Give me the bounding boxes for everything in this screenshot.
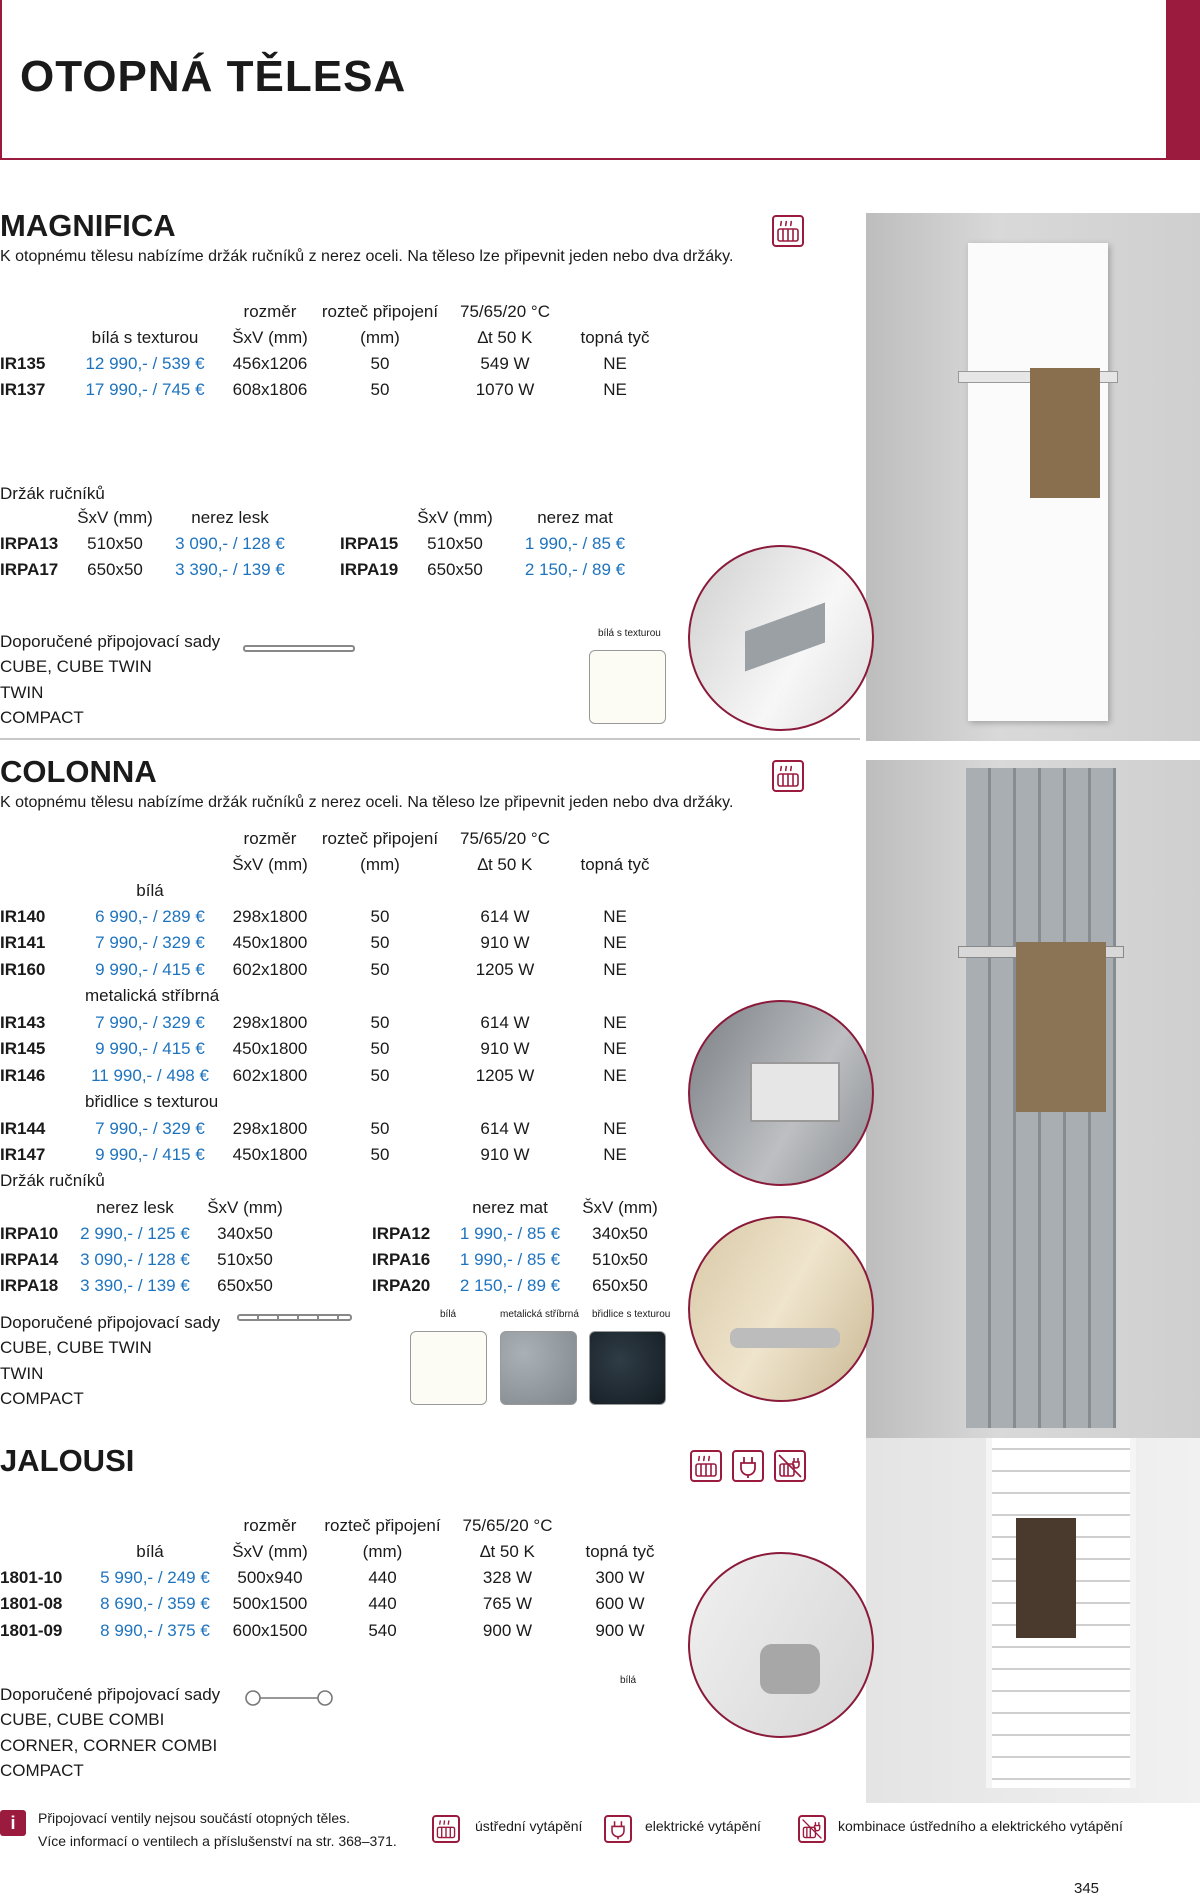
footer-note: Více informací o ventilech a příslušenství na str. 368–371.	[38, 1833, 397, 1849]
size: 298x1800	[232, 907, 308, 926]
combined-heating-icon	[774, 1450, 806, 1482]
product-code: IR145	[0, 1039, 46, 1058]
jalousi-head-power-a: 75/65/20 °C	[462, 1516, 553, 1535]
jalousi-photo	[866, 1438, 1200, 1803]
swatch-label: bílá	[440, 1309, 457, 1320]
magnifica-holder-title: Držák ručníků	[0, 484, 105, 503]
price: 7 990,- / 329 €	[95, 1013, 205, 1032]
info-icon: i	[0, 1810, 26, 1836]
swatch-label: bílá	[620, 1675, 637, 1686]
colonna-description: K otopnému tělesu nabízíme držák ručníků z nerez oceli. Na těleso lze připevnit jeden nebo dva držáky.	[0, 794, 734, 811]
legend-electric-heating: elektrické vytápění	[645, 1818, 761, 1834]
jalousi-head-color: bílá	[136, 1542, 164, 1561]
jalousi-kits-title: Doporučené připojovací sady	[0, 1685, 221, 1704]
price: 2 990,- / 125 €	[80, 1224, 190, 1243]
pitch: 540	[368, 1621, 397, 1640]
color-swatch-white-textured	[589, 650, 666, 724]
product-code: IR140	[0, 907, 46, 926]
pitch: 50	[370, 1119, 390, 1138]
heating-rod: NE	[603, 960, 627, 979]
radiator-icon	[432, 1815, 460, 1843]
kit-item: TWIN	[0, 1364, 44, 1383]
size: 450x1800	[232, 933, 308, 952]
power: 910 W	[480, 1145, 530, 1164]
power: 328 W	[482, 1568, 533, 1587]
colonna-title: COLONNA	[0, 754, 157, 789]
heating-rod: NE	[603, 1145, 627, 1164]
size: 510x50	[217, 1250, 273, 1269]
holder-head-size2: ŠxV (mm)	[582, 1198, 658, 1217]
color-group-label: bílá	[136, 881, 164, 900]
product-code: IRPA16	[372, 1250, 431, 1269]
holder-head-size1: ŠxV (mm)	[207, 1198, 283, 1217]
pitch: 50	[370, 1066, 390, 1085]
magnifica-head-color: bílá s texturou	[91, 328, 199, 347]
radiator-icon	[690, 1450, 722, 1482]
heating-rod: NE	[603, 1066, 627, 1085]
combined-heating-icon	[798, 1815, 826, 1843]
towel-bar-drawing	[243, 1688, 335, 1713]
towel-holder-drawing	[237, 1314, 352, 1321]
product-code: 1801-09	[0, 1621, 63, 1640]
colonna-head-size-b: ŠxV (mm)	[232, 855, 308, 874]
power: 765 W	[482, 1594, 533, 1613]
colonna-kits-title: Doporučené připojovací sady	[0, 1313, 221, 1332]
power: 1205 W	[475, 1066, 535, 1085]
jalousi-head-size-a: rozměr	[243, 1516, 297, 1535]
electric-plug-icon	[604, 1815, 632, 1843]
magnifica-head-pitch-a: rozteč připojení	[321, 302, 439, 321]
jalousi-head-pitch-a: rozteč připojení	[324, 1516, 441, 1535]
magnifica-head-pitch-b: (mm)	[360, 328, 400, 347]
price: 2 150,- / 89 €	[459, 1276, 561, 1295]
holder-head-matte: nerez mat	[537, 508, 613, 527]
size: 510x50	[427, 534, 483, 553]
product-code: IRPA17	[0, 560, 59, 579]
kit-item: COMPACT	[0, 1761, 84, 1780]
power: 614 W	[480, 1013, 530, 1032]
color-swatch-slate-textured	[589, 1331, 666, 1405]
size: 608x1806	[232, 380, 308, 399]
price: 2 150,- / 89 €	[524, 560, 626, 579]
power: 1070 W	[475, 380, 535, 399]
colonna-head-power-b: ∆t 50 K	[477, 855, 533, 874]
power: 910 W	[480, 1039, 530, 1058]
product-code: IR137	[0, 380, 46, 399]
colonna-head-size-a: rozměr	[243, 829, 297, 848]
legend-combined-heating: kombinace ústředního a elektrického vytápění	[838, 1818, 1123, 1834]
jalousi-head-pitch-b: (mm)	[362, 1542, 403, 1561]
product-code: IRPA14	[0, 1250, 59, 1269]
holder-head-size1: ŠxV (mm)	[77, 508, 153, 527]
product-code: IR135	[0, 354, 46, 373]
colonna-photo	[866, 760, 1200, 1438]
magnifica-kits-title: Doporučené připojovací sady	[0, 632, 221, 651]
jalousi-head-power-b: ∆t 50 K	[480, 1542, 535, 1561]
size: 650x50	[217, 1276, 273, 1295]
power: 1205 W	[475, 960, 535, 979]
pitch: 50	[370, 1145, 390, 1164]
product-code: IR147	[0, 1145, 46, 1164]
price: 8 690,- / 359 €	[100, 1594, 210, 1613]
footer-note: Připojovací ventily nejsou součástí otopných těles.	[38, 1810, 351, 1826]
price: 8 990,- / 375 €	[100, 1621, 210, 1640]
magnifica-head-size-a: rozměr	[243, 302, 297, 321]
price: 1 990,- / 85 €	[459, 1250, 561, 1269]
price: 17 990,- / 745 €	[85, 380, 205, 399]
price: 9 990,- / 415 €	[95, 1145, 205, 1164]
power: 900 W	[482, 1621, 533, 1640]
jalousi-head-rod: topná tyč	[585, 1542, 655, 1561]
colonna-detail-photo	[688, 1000, 874, 1186]
electric-plug-icon	[732, 1450, 764, 1482]
page-title: OTOPNÁ TĚLESA	[20, 52, 407, 101]
product-code: IRPA13	[0, 534, 59, 553]
page-number: 345	[1074, 1880, 1100, 1897]
radiator-icon	[772, 215, 804, 247]
power: 549 W	[480, 354, 530, 373]
heating-rod: NE	[603, 907, 627, 926]
heating-rod: 600 W	[595, 1594, 645, 1613]
pitch: 440	[368, 1594, 397, 1613]
heating-rod: NE	[603, 1039, 627, 1058]
colonna-head-power-a: 75/65/20 °C	[460, 829, 550, 848]
size: 298x1800	[232, 1013, 308, 1032]
product-code: IRPA18	[0, 1276, 59, 1295]
heating-rod: NE	[603, 380, 627, 399]
price: 7 990,- / 329 €	[95, 1119, 205, 1138]
product-code: IRPA10	[0, 1224, 59, 1243]
kit-item: CUBE, CUBE TWIN	[0, 1338, 152, 1357]
pitch: 50	[370, 1039, 390, 1058]
heating-rod: 900 W	[595, 1621, 645, 1640]
size: 602x1800	[232, 1066, 308, 1085]
price: 7 990,- / 329 €	[95, 933, 205, 952]
kit-item: CORNER, CORNER COMBI	[0, 1736, 218, 1755]
swatch-label: břidlice s texturou	[592, 1309, 671, 1320]
kit-item: CUBE, CUBE TWIN	[0, 657, 152, 676]
radiator-icon	[772, 760, 804, 792]
power: 614 W	[480, 1119, 530, 1138]
product-code: IRPA19	[340, 560, 399, 579]
magnifica-head-size-b: ŠxV (mm)	[232, 328, 308, 347]
magnifica-head-rod: topná tyč	[580, 328, 650, 347]
holder-head-size2: ŠxV (mm)	[417, 508, 493, 527]
kit-item: COMPACT	[0, 708, 84, 727]
color-swatch-metallic-silver	[500, 1331, 577, 1405]
magnifica-title: MAGNIFICA	[0, 208, 176, 243]
holder-head-matte: nerez mat	[472, 1198, 548, 1217]
product-code: IRPA20	[372, 1276, 431, 1295]
heating-rod: NE	[603, 1119, 627, 1138]
product-code: 1801-08	[0, 1594, 63, 1613]
pitch: 50	[370, 1013, 390, 1032]
jalousi-title: JALOUSI	[0, 1443, 135, 1478]
product-code: IRPA12	[372, 1224, 431, 1243]
holder-head-polished: nerez lesk	[96, 1198, 174, 1217]
color-swatch-white	[410, 1331, 487, 1405]
towel-holder-drawing	[243, 645, 355, 652]
product-code: IR146	[0, 1066, 46, 1085]
product-code: IR144	[0, 1119, 46, 1138]
product-code: IR141	[0, 933, 46, 952]
kit-item: COMPACT	[0, 1389, 84, 1408]
price: 6 990,- / 289 €	[95, 907, 205, 926]
size: 456x1206	[232, 354, 308, 373]
jalousi-valve-photo	[688, 1552, 874, 1738]
size: 500x1500	[232, 1594, 308, 1613]
jalousi-head-size-b: ŠxV (mm)	[232, 1542, 308, 1561]
heating-rod: NE	[603, 933, 627, 952]
price: 3 390,- / 139 €	[175, 560, 285, 579]
swatch-label: bílá s texturou	[598, 628, 661, 639]
pitch: 440	[368, 1568, 397, 1587]
size: 450x1800	[232, 1145, 308, 1164]
magnifica-detail-photo	[688, 545, 874, 731]
pitch: 50	[370, 354, 390, 373]
power: 910 W	[480, 933, 530, 952]
price: 9 990,- / 415 €	[95, 960, 205, 979]
kit-item: CUBE, CUBE COMBI	[0, 1710, 165, 1729]
color-group-label: metalická stříbrná	[85, 986, 220, 1005]
swatch-label: metalická stříbrná	[500, 1309, 579, 1320]
size: 650x50	[427, 560, 483, 579]
price: 9 990,- / 415 €	[95, 1039, 205, 1058]
price: 3 090,- / 128 €	[80, 1250, 190, 1269]
product-code: IR160	[0, 960, 46, 979]
size: 650x50	[592, 1276, 648, 1295]
size: 602x1800	[232, 960, 308, 979]
price: 3 090,- / 128 €	[175, 534, 285, 553]
price: 1 990,- / 85 €	[524, 534, 626, 553]
heating-rod: 300 W	[595, 1568, 645, 1587]
magnifica-photo	[866, 213, 1200, 741]
size: 510x50	[592, 1250, 648, 1269]
colonna-valve-photo	[688, 1216, 874, 1402]
size: 450x1800	[232, 1039, 308, 1058]
price: 1 990,- / 85 €	[459, 1224, 561, 1243]
heating-rod: NE	[603, 1013, 627, 1032]
size: 340x50	[217, 1224, 273, 1243]
magnifica-head-power-b: ∆t 50 K	[477, 328, 533, 347]
product-code: IR143	[0, 1013, 46, 1032]
holder-head-polished: nerez lesk	[191, 508, 269, 527]
legend-central-heating: ústřední vytápění	[475, 1818, 583, 1834]
colonna-head-pitch-a: rozteč připojení	[321, 829, 439, 848]
header-accent-bar	[1168, 0, 1200, 160]
product-code: 1801-10	[0, 1568, 63, 1587]
color-group-label: břidlice s texturou	[85, 1092, 219, 1111]
magnifica-head-power-a: 75/65/20 °C	[460, 302, 550, 321]
size: 510x50	[87, 534, 143, 553]
price: 3 390,- / 139 €	[80, 1276, 190, 1295]
colonna-head-pitch-b: (mm)	[360, 855, 400, 874]
product-code: IRPA15	[340, 534, 399, 553]
pitch: 50	[370, 380, 390, 399]
size: 600x1500	[232, 1621, 308, 1640]
size: 650x50	[87, 560, 143, 579]
pitch: 50	[370, 960, 390, 979]
heating-rod: NE	[603, 354, 627, 373]
pitch: 50	[370, 907, 390, 926]
price: 11 990,- / 498 €	[91, 1066, 209, 1085]
size: 340x50	[592, 1224, 648, 1243]
section-divider	[0, 738, 860, 740]
colonna-head-rod: topná tyč	[580, 855, 650, 874]
price: 12 990,- / 539 €	[85, 354, 205, 373]
size: 298x1800	[232, 1119, 308, 1138]
size: 500x940	[237, 1568, 303, 1587]
magnifica-description: K otopnému tělesu nabízíme držák ručníků z nerez oceli. Na těleso lze připevnit jeden nebo dva držáky.	[0, 248, 734, 265]
kit-item: TWIN	[0, 683, 44, 702]
colonna-holder-title: Držák ručníků	[0, 1171, 105, 1190]
pitch: 50	[370, 933, 390, 952]
power: 614 W	[480, 907, 530, 926]
price: 5 990,- / 249 €	[100, 1568, 210, 1587]
